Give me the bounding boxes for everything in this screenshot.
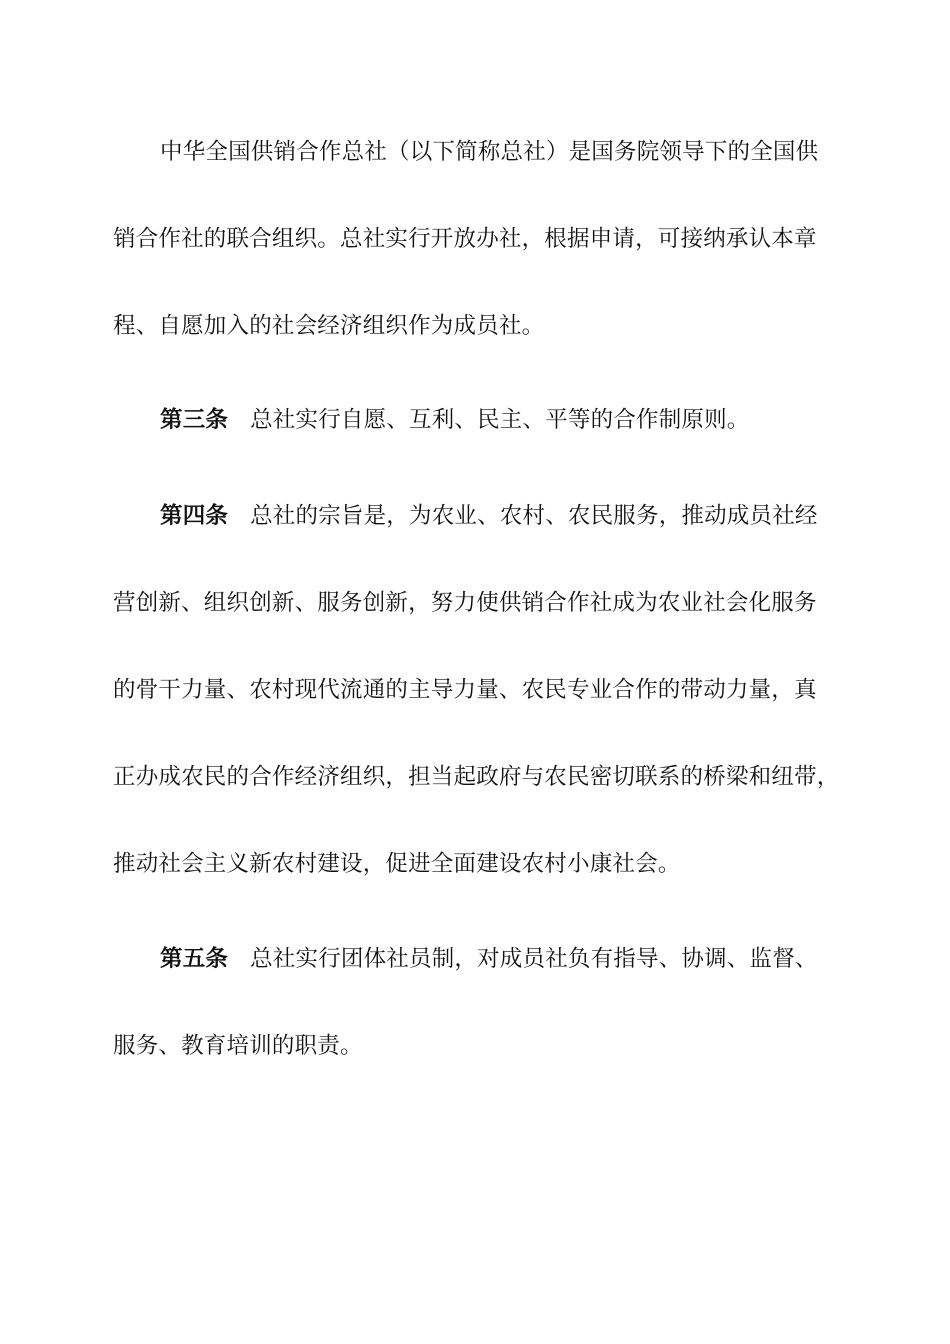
paragraph-line [113,1031,843,1061]
article-5-line [160,944,843,974]
paragraph-line [113,224,843,254]
line-text: 正办成农民的合作经济组织，担当起政府与农民密切联系的桥梁和纽带， [113,764,840,790]
line-text: 总社实行团体社员制，对成员社负有指导、协调、监督、 [250,946,818,972]
paragraph-line [160,137,843,167]
line-text: 的骨干力量、农村现代流通的主导力量、农民专业合作的带动力量，真 [113,677,817,703]
line-text: 推动社会主义新农村建设，促进全面建设农村小康社会。 [113,851,681,877]
line-text: 总社实行自愿、互利、民主、平等的合作制原则。 [250,407,750,433]
line-text: 销合作社的联合组织。总社实行开放办社，根据申请，可接纳承认本章 [113,226,817,252]
line-text: 程、自愿加入的社会经济组织作为成员社。 [113,313,545,339]
paragraph-line [113,588,843,618]
paragraph-line [113,762,843,792]
article-4-heading: 第四条 [160,503,229,529]
article-5-heading: 第五条 [160,946,229,972]
line-text: 营创新、组织创新、服务创新，努力使供销合作社成为农业社会化服务 [113,590,817,616]
paragraph-line [113,849,843,879]
article-3-line [160,405,843,435]
line-text: 中华全国供销合作总社（以下简称总社）是国务院领导下的全国供 [160,139,819,165]
paragraph-line [113,675,843,705]
paragraph-line [113,311,843,341]
article-3-heading: 第三条 [160,407,229,433]
line-text: 服务、教育培训的职责。 [113,1033,363,1059]
line-text: 总社的宗旨是，为农业、农村、农民服务，推动成员社经 [250,503,818,529]
article-4-line [160,501,843,531]
